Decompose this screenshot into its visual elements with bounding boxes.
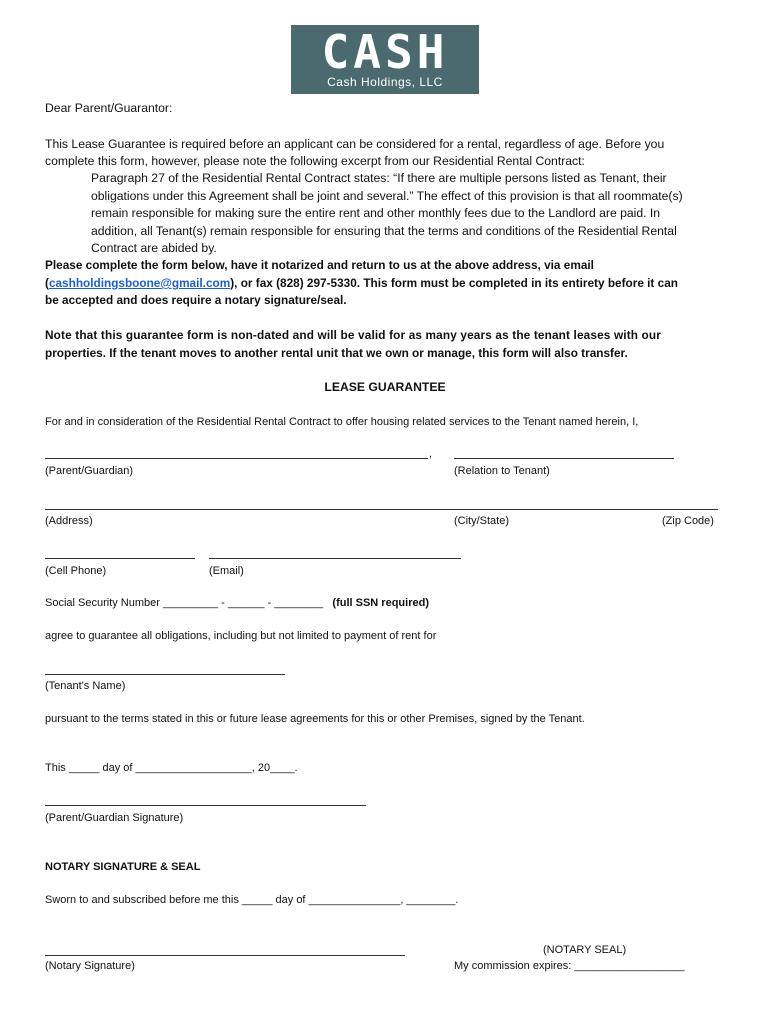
consideration-text: For and in consideration of the Residential Rental Contract to offer housing related services to the Tenant named herein, I, bbox=[45, 416, 639, 428]
parent-guardian-field[interactable] bbox=[45, 458, 428, 459]
tenant-name-label: (Tenant's Name) bbox=[45, 680, 126, 692]
excerpt-line: Paragraph 27 of the Residential Rental Contract states: “If there are multiple persons listed as Tenant, their bbox=[91, 171, 667, 185]
logo-wordmark: CASH bbox=[321, 25, 449, 79]
address-label: (Address) bbox=[45, 515, 93, 527]
email-label: (Email) bbox=[209, 565, 244, 577]
instructions-line: Please complete the form below, have it notarized and return to us at the above address, via email bbox=[45, 258, 594, 272]
address-field[interactable] bbox=[45, 509, 718, 510]
instructions-line: be accepted and does require a notary signature/seal. bbox=[45, 293, 347, 307]
sworn-text[interactable]: Sworn to and subscribed before me this _____ day of _______________, ________. bbox=[45, 894, 459, 906]
relation-field[interactable] bbox=[454, 458, 674, 459]
zip-label: (Zip Code) bbox=[662, 515, 714, 527]
agree-text: agree to guarantee all obligations, including but not limited to payment of rent for bbox=[45, 630, 437, 642]
notary-signature-field[interactable] bbox=[45, 955, 405, 956]
commission-expires-field[interactable]: My commission expires: __________________ bbox=[454, 960, 685, 972]
ssn-required-note: (full SSN required) bbox=[332, 597, 429, 609]
excerpt-line: Contract are abided by. bbox=[91, 241, 217, 255]
excerpt-line: obligations under this Agreement shall be joint and several.” The effect of this provision is that all roommate(s) bbox=[91, 189, 683, 203]
notary-heading: NOTARY SIGNATURE & SEAL bbox=[45, 861, 201, 873]
instructions-line: (cashholdingsboone@gmail.com), or fax (828) 297-5330. This form must be completed in its entirety before it can bbox=[45, 276, 678, 290]
email-link[interactable]: cashholdingsboone@gmail.com bbox=[48, 276, 231, 290]
excerpt-line: addition, all Tenant(s) remain responsible for ensuring that the terms and conditions of the Residential Rental bbox=[91, 224, 677, 238]
intro-line: complete this form, however, please note the following excerpt from our Residential Rental Contract: bbox=[45, 154, 585, 168]
relation-label: (Relation to Tenant) bbox=[454, 465, 550, 477]
cell-phone-label: (Cell Phone) bbox=[45, 565, 107, 577]
logo-company-name: Cash Holdings, LLC bbox=[327, 75, 443, 89]
city-state-label: (City/State) bbox=[454, 515, 510, 527]
pursuant-text: pursuant to the terms stated in this or future lease agreements for this or other Premises, signed by the Tenant. bbox=[45, 713, 585, 725]
note-line: Note that this guarantee form is non-dated and will be valid for as many years as the tenant leases with our bbox=[45, 328, 662, 342]
cell-phone-field[interactable] bbox=[45, 558, 195, 559]
salutation: Dear Parent/Guarantor: bbox=[45, 101, 173, 115]
company-logo bbox=[291, 25, 479, 94]
date-field[interactable]: This _____ day of ___________________, 20____. bbox=[45, 762, 298, 774]
tenant-name-field[interactable] bbox=[45, 674, 285, 675]
notary-seal-label: (NOTARY SEAL) bbox=[543, 944, 627, 956]
email-field[interactable] bbox=[209, 558, 461, 559]
parent-signature-label: (Parent/Guardian Signature) bbox=[45, 812, 184, 824]
parent-signature-field[interactable] bbox=[45, 805, 366, 806]
page-title: LEASE GUARANTEE bbox=[324, 380, 446, 394]
intro-line: This Lease Guarantee is required before an applicant can be considered for a rental, regardless of age. Before you bbox=[45, 137, 665, 151]
comma-text: , bbox=[429, 448, 433, 460]
parent-guardian-label: (Parent/Guardian) bbox=[45, 465, 134, 477]
ssn-field[interactable]: Social Security Number _________ - ______ - ________ (full SSN required) bbox=[45, 597, 429, 609]
note-line: properties. If the tenant moves to another rental unit that we own or manage, this form will also transfer. bbox=[45, 346, 628, 360]
excerpt-line: remain responsible for making sure the entire rent and other monthly fees due to the Landlord are paid. In bbox=[91, 206, 661, 220]
notary-signature-label: (Notary Signature) bbox=[45, 960, 135, 972]
